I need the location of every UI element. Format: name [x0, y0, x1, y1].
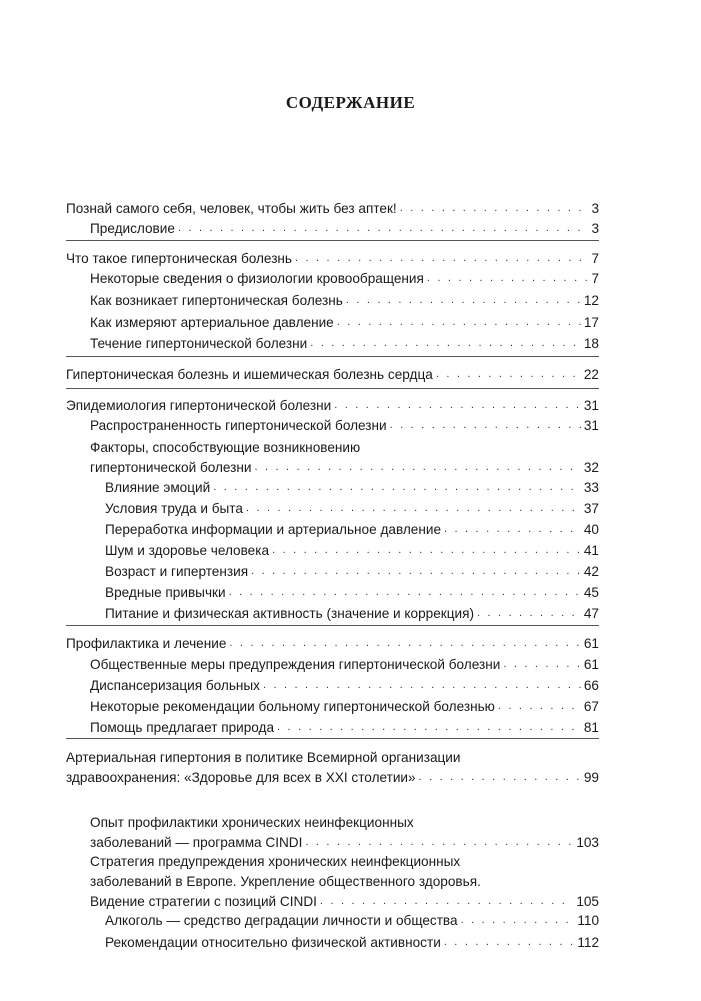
toc-entry-heading-line: Стратегия предупреждения хронических неинфекционных: [90, 854, 461, 869]
toc-page-number: 37: [583, 501, 599, 516]
toc-entry-title: Помощь предлагает природа: [90, 720, 275, 735]
toc-entry-heading-line: Факторы, способствующие возникновению: [90, 440, 361, 455]
toc-entry[interactable]: [66, 250, 599, 267]
toc-leader-dots: [436, 366, 581, 383]
toc-entry-title: Условия труда и быта: [105, 501, 243, 516]
toc-leader-dots: [461, 912, 575, 929]
toc-entry[interactable]: [90, 292, 599, 309]
toc-entry-title: Влияние эмоций: [105, 480, 211, 495]
toc-leader-dots: [498, 698, 581, 715]
toc-entry-title: Профилактика и лечение: [66, 636, 227, 651]
toc-page-number: 61: [583, 657, 599, 672]
toc-leader-dots: [229, 635, 580, 652]
toc-entry[interactable]: [66, 366, 599, 383]
toc-entry[interactable]: [90, 698, 599, 715]
toc-entry-title: Как измеряют артериальное давление: [90, 315, 334, 330]
toc-entry[interactable]: [90, 834, 599, 851]
toc-entry-title: Познай самого себя, человек, чтобы жить без аптек!: [66, 201, 397, 216]
toc-page-number: 110: [577, 913, 599, 928]
toc-entry[interactable]: [90, 719, 599, 736]
toc-page-number: 17: [583, 315, 599, 330]
toc-entry-heading-line: Опыт профилактики хронических неинфекционных: [90, 815, 414, 830]
toc-entry[interactable]: [66, 769, 599, 786]
toc-entry-title: Рекомендации относительно физической активности: [105, 935, 441, 950]
toc-page-number: 7: [591, 271, 599, 286]
toc-page-number: 12: [583, 293, 599, 308]
toc-leader-dots: [427, 270, 589, 287]
toc-entry-title: Течение гипертонической болезни: [90, 336, 308, 351]
toc-entry[interactable]: [66, 200, 599, 217]
toc-page-number: 32: [583, 460, 599, 475]
toc-entry[interactable]: [105, 500, 599, 517]
toc-page-number: 66: [583, 678, 599, 693]
section-divider: [66, 625, 599, 626]
section-divider: [66, 240, 599, 241]
toc-page-number: 105: [576, 894, 599, 909]
toc-leader-dots: [334, 397, 581, 414]
toc-page-number: 45: [583, 585, 599, 600]
toc-entry[interactable]: [105, 912, 599, 929]
toc-leader-dots: [251, 563, 581, 580]
toc-page-number: 81: [583, 720, 599, 735]
toc-entry[interactable]: [90, 220, 599, 237]
toc-entry[interactable]: [66, 397, 599, 414]
toc-leader-dots: [229, 584, 581, 601]
toc-page-number: 22: [583, 367, 599, 382]
section-divider: [66, 356, 599, 357]
toc-page-number: 42: [583, 564, 599, 579]
toc-page-number: 47: [583, 606, 599, 621]
toc-entry[interactable]: [90, 417, 599, 434]
toc-leader-dots: [400, 200, 589, 217]
toc-entry[interactable]: [90, 459, 599, 476]
toc-page-number: 41: [583, 543, 599, 558]
toc-entry[interactable]: [105, 521, 599, 538]
toc-entry[interactable]: [105, 563, 599, 580]
toc-entry-title: Гипертоническая болезнь и ишемическая болезнь сердца: [66, 367, 433, 382]
section-divider: [66, 388, 599, 389]
toc-entry-heading-line: заболеваний в Европе. Укрепление общественного здоровья.: [90, 874, 481, 889]
toc-entry[interactable]: [66, 635, 599, 652]
toc-entry-title: здравоохранения: «Здоровье для всех в XXI столетии»: [66, 770, 416, 785]
toc-page-number: 3: [591, 221, 599, 236]
toc-entry-title: Возраст и гипертензия: [105, 564, 249, 579]
toc-entry[interactable]: [90, 314, 599, 331]
toc-leader-dots: [255, 459, 581, 476]
toc-entry-title: Распространенность гипертонической болезни: [90, 418, 387, 433]
toc-entry[interactable]: [90, 677, 599, 694]
toc-leader-dots: [390, 417, 581, 434]
toc-entry-title: Переработка информации и артериальное давление: [105, 522, 442, 537]
toc-leader-dots: [477, 605, 581, 622]
toc-entry-title: Алкоголь — средство деградации личности и общества: [105, 913, 458, 928]
toc-entry-title: Как возникает гипертоническая болезнь: [90, 293, 343, 308]
toc-page-number: 7: [591, 251, 599, 266]
toc-entry-title: Что такое гипертоническая болезнь: [66, 251, 293, 266]
toc-entry[interactable]: [105, 934, 599, 951]
toc-entry[interactable]: [90, 270, 599, 287]
toc-entry-title: Предисловие: [90, 221, 175, 236]
toc-page-number: 103: [576, 835, 599, 850]
toc-leader-dots: [346, 292, 581, 309]
toc-entry[interactable]: [90, 893, 599, 910]
toc-entry[interactable]: [105, 605, 599, 622]
toc-leader-dots: [213, 479, 581, 496]
toc-page-number: 31: [583, 398, 599, 413]
toc-leader-dots: [419, 769, 581, 786]
toc-leader-dots: [444, 521, 581, 538]
toc-entry[interactable]: [105, 584, 599, 601]
toc-leader-dots: [277, 719, 581, 736]
toc-leader-dots: [263, 677, 581, 694]
toc-leader-dots: [295, 250, 588, 267]
toc-entry-heading-line: Артериальная гипертония в политике Всемирной организации: [66, 750, 461, 765]
toc-leader-dots: [246, 500, 581, 517]
toc-leader-dots: [178, 220, 589, 237]
toc-entry[interactable]: [105, 542, 599, 559]
toc-leader-dots: [272, 542, 581, 559]
toc-entry-title: Общественные меры предупреждения гипертонической болезни: [90, 657, 501, 672]
toc-page-number: 3: [591, 201, 599, 216]
toc-page-number: 61: [583, 636, 599, 651]
toc-entry-title: Видение стратегии с позиций CINDI: [90, 894, 317, 909]
toc-leader-dots: [337, 314, 581, 331]
toc-entry-title: Диспансеризация больных: [90, 678, 260, 693]
toc-page-number: 112: [577, 935, 599, 950]
toc-entry[interactable]: [90, 656, 599, 673]
toc-entry[interactable]: [105, 479, 599, 496]
toc-entry-title: Некоторые рекомендации больному гипертонической болезнью: [90, 699, 495, 714]
toc-leader-dots: [444, 934, 575, 951]
toc-entry-title: Вредные привычки: [105, 585, 226, 600]
toc-entry-title: Шум и здоровье человека: [105, 543, 270, 558]
toc-entry-title: Некоторые сведения о физиологии кровообращения: [90, 271, 424, 286]
toc-entry-title: Эпидемиология гипертонической болезни: [66, 398, 332, 413]
toc-entry[interactable]: [90, 335, 599, 352]
toc-entry-title: заболеваний — программа CINDI: [90, 835, 303, 850]
toc-page-number: 18: [583, 336, 599, 351]
toc-page-number: 33: [583, 480, 599, 495]
toc-leader-dots: [503, 656, 581, 673]
toc-page-number: 31: [583, 418, 599, 433]
toc-leader-dots: [305, 834, 573, 851]
toc-entry-title: гипертонической болезни: [90, 460, 252, 475]
toc-entry-title: Питание и физическая активность (значение и коррекция): [105, 606, 474, 621]
toc-leader-dots: [310, 335, 581, 352]
toc-page-number: 67: [583, 699, 599, 714]
toc-leader-dots: [320, 893, 573, 910]
page-title: СОДЕРЖАНИЕ: [285, 93, 416, 112]
section-divider: [66, 738, 599, 739]
toc-page-number: 40: [583, 522, 599, 537]
toc-page-number: 99: [583, 770, 599, 785]
